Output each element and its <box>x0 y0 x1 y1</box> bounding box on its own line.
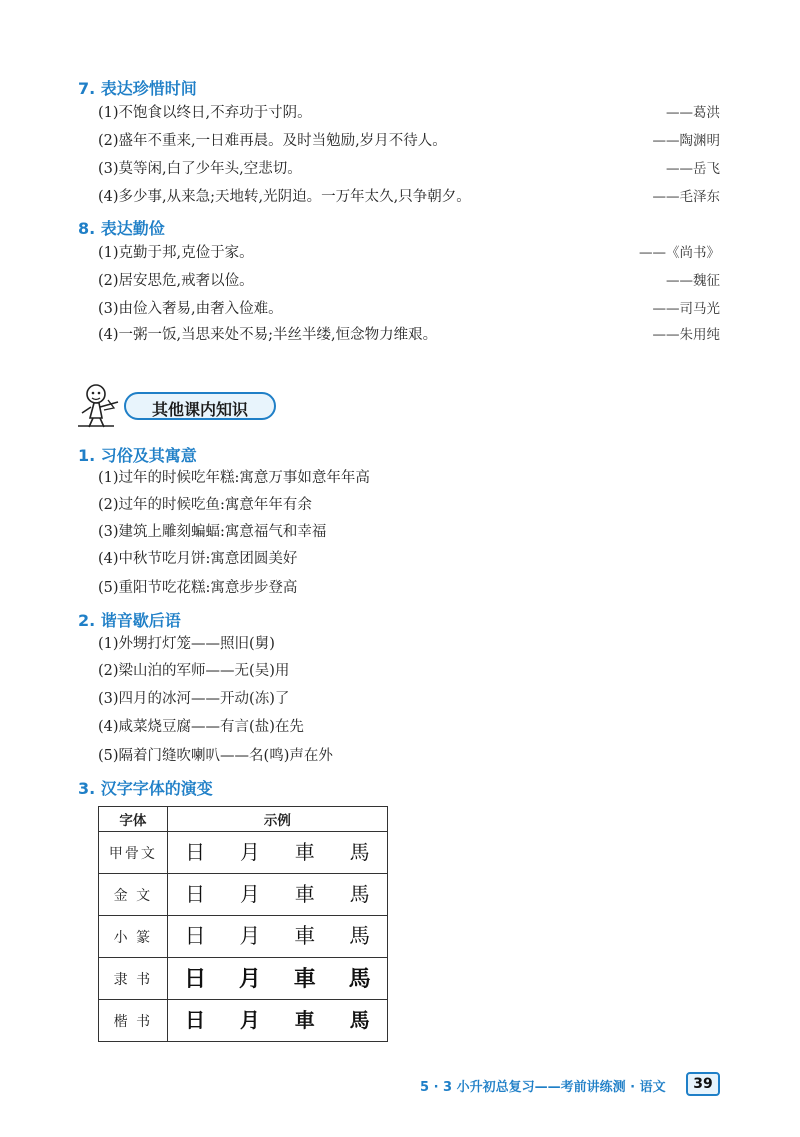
list-item <box>98 299 720 319</box>
glyph-che: 車 <box>294 1008 315 1032</box>
script-evolution-table <box>98 806 388 1042</box>
knowledge-3-title: 3. 汉字字体的演变 <box>78 779 213 798</box>
quote-source: ——毛泽东 <box>652 189 720 205</box>
quote-source: ——《尚书》 <box>639 245 720 261</box>
glyph-che: 車 <box>294 840 315 864</box>
list-item: (5)隔着门缝吹喇叭——名(鸣)声在外 <box>98 748 333 764</box>
section-8-title: 8. 表达勤俭 <box>78 219 165 238</box>
list-item: (3)建筑上雕刻蝙蝠:寓意福气和幸福 <box>98 524 327 540</box>
quote-source: ——陶渊明 <box>652 133 720 149</box>
quote-text: (4)多少事,从来急;天地转,光阴迫。一万年太久,只争朝夕。 <box>98 189 471 205</box>
glyph-ri: 日 <box>185 882 206 906</box>
quote-text: (2)居安思危,戒奢以俭。 <box>98 273 254 289</box>
table-row <box>99 832 388 874</box>
list-item <box>98 131 720 151</box>
table-header-row <box>99 807 388 832</box>
glyph-ri: 日 <box>185 840 206 864</box>
list-item: (4)咸菜烧豆腐——有言(盐)在先 <box>98 719 304 735</box>
list-item <box>98 243 720 263</box>
quote-source: ——葛洪 <box>666 105 720 121</box>
table-row <box>99 916 388 958</box>
row-label: 楷 书 <box>99 1000 168 1042</box>
row-label: 隶 书 <box>99 958 168 1000</box>
glyph-ma: 馬 <box>349 882 370 906</box>
glyph-yue: 月 <box>239 1008 260 1032</box>
quote-text: (4)一粥一饭,当思来处不易;半丝半缕,恒念物力维艰。 <box>98 327 438 343</box>
page-number: 39 <box>686 1072 720 1096</box>
glyph-che: 車 <box>294 924 316 948</box>
quote-text: (3)莫等闲,白了少年头,空悲切。 <box>98 161 302 177</box>
list-item: (4)中秋节吃月饼:寓意团圆美好 <box>98 551 298 567</box>
section-banner <box>74 382 284 430</box>
quote-text: (2)盛年不重来,一日难再晨。及时当勉励,岁月不待人。 <box>98 133 447 149</box>
glyph-ri: 日 <box>185 1008 206 1032</box>
quote-source: ——魏征 <box>666 273 720 289</box>
table-row <box>99 1000 388 1042</box>
banner-title: 其他课内知识 <box>151 400 248 419</box>
list-item: (2)过年的时候吃鱼:寓意年年有余 <box>98 497 312 513</box>
list-item: (1)过年的时候吃年糕:寓意万事如意年年高 <box>98 470 370 486</box>
glyph-yue: 月 <box>239 882 260 906</box>
row-label: 小 篆 <box>99 916 168 958</box>
banner-pill <box>124 392 276 420</box>
list-item <box>98 187 720 207</box>
list-item <box>98 271 720 291</box>
glyph-yue: 月 <box>239 840 260 864</box>
glyph-ma: 馬 <box>349 840 370 864</box>
quote-text: (1)克勤于邦,克俭于家。 <box>98 245 254 261</box>
glyph-ri: 日 <box>184 924 206 948</box>
table-row <box>99 874 388 916</box>
list-item: (2)梁山泊的军师——无(吴)用 <box>98 663 290 679</box>
glyph-ma: 馬 <box>349 1008 370 1032</box>
glyph-che: 車 <box>294 882 315 906</box>
glyph-che: 車 <box>293 965 316 992</box>
glyph-ma: 馬 <box>348 965 371 992</box>
section-7-title: 7. 表达珍惜时间 <box>78 79 197 98</box>
quote-source: ——岳飞 <box>666 161 720 177</box>
glyph-ma: 馬 <box>349 924 371 948</box>
glyph-yue: 月 <box>238 965 261 992</box>
row-label: 金 文 <box>99 874 168 916</box>
knowledge-1-title: 1. 习俗及其寓意 <box>78 446 197 465</box>
list-item <box>98 159 720 179</box>
footer-book-title: 5 · 3 小升初总复习——考前讲练测 · 语文 <box>420 1080 666 1095</box>
row-label: 甲骨文 <box>99 832 168 874</box>
list-item <box>98 325 720 345</box>
list-item: (3)四月的冰河——开动(冻)了 <box>98 691 290 707</box>
list-item: (5)重阳节吃花糕:寓意步步登高 <box>98 580 298 596</box>
quote-text: (1)不饱食以终日,不弃功于寸阴。 <box>98 105 312 121</box>
knowledge-2-title: 2. 谐音歇后语 <box>78 611 181 630</box>
quote-source: ——司马光 <box>652 301 720 317</box>
glyph-ri: 日 <box>184 965 207 992</box>
quote-text: (3)由俭入奢易,由奢入俭难。 <box>98 301 283 317</box>
quote-source: ——朱用纯 <box>652 327 720 343</box>
glyph-yue: 月 <box>239 924 261 948</box>
cartoon-figure-icon <box>74 382 130 430</box>
list-item <box>98 103 720 123</box>
list-item: (1)外甥打灯笼——照旧(舅) <box>98 636 275 652</box>
header-examples: 示例 <box>167 807 387 832</box>
table-row <box>99 958 388 1000</box>
header-style: 字体 <box>99 807 168 832</box>
